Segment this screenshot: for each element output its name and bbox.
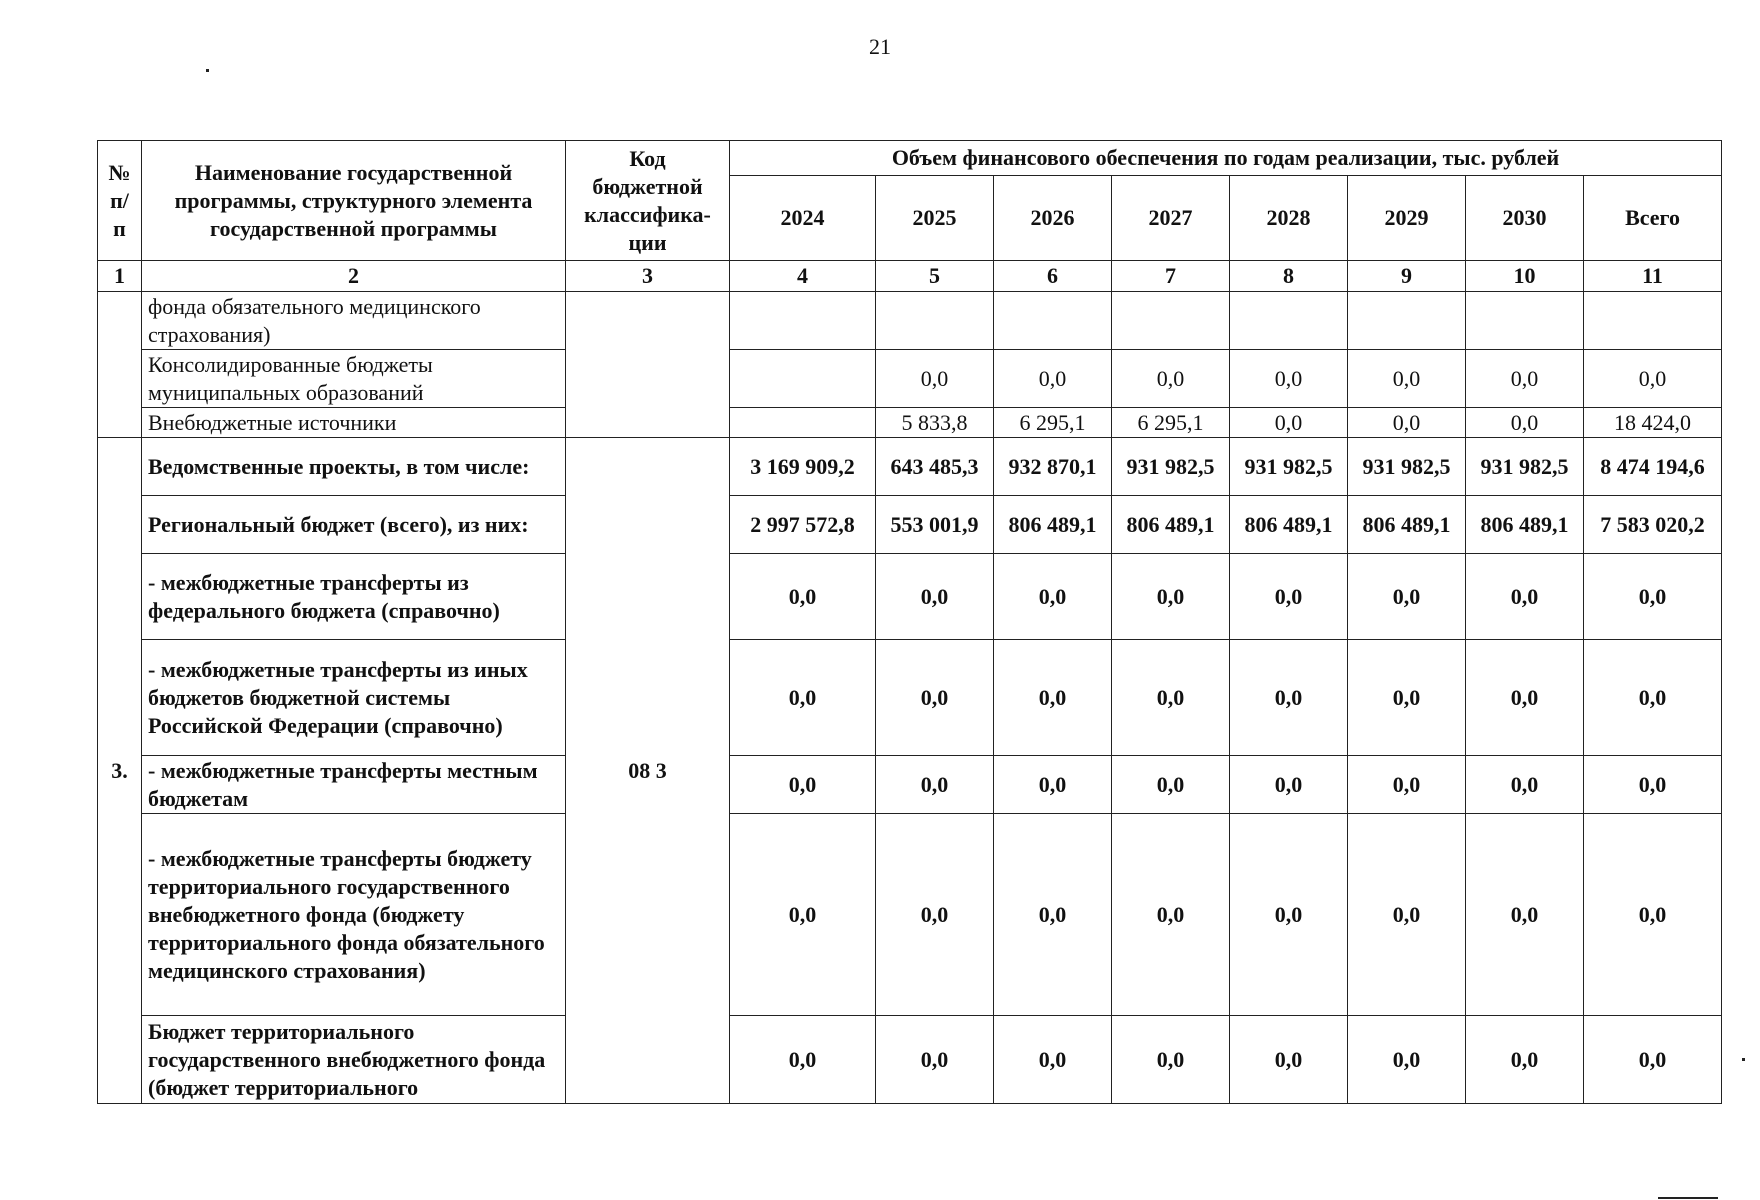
table-row xyxy=(98,496,1722,554)
value-cell: 0,0 xyxy=(1112,814,1230,1016)
value-cell: 0,0 xyxy=(1466,756,1584,814)
value-cell: 0,0 xyxy=(1230,640,1348,756)
column-number: 6 xyxy=(994,261,1112,292)
value-cell xyxy=(1584,292,1722,350)
value-cell: 0,0 xyxy=(1230,814,1348,1016)
value-cell: 806 489,1 xyxy=(1112,496,1230,554)
table-row xyxy=(98,438,1722,496)
value-cell: 0,0 xyxy=(1466,350,1584,408)
value-cell: 6 295,1 xyxy=(1112,408,1230,438)
financing-table xyxy=(97,140,1722,1104)
value-cell: 6 295,1 xyxy=(994,408,1112,438)
value-cell: 0,0 xyxy=(730,640,876,756)
value-cell: 0,0 xyxy=(730,1016,876,1104)
table-row xyxy=(98,554,1722,640)
header-year-2025: 2025 xyxy=(876,176,994,261)
value-cell: 0,0 xyxy=(1348,814,1466,1016)
budget-code: 08 3 xyxy=(566,438,730,1104)
value-cell: 0,0 xyxy=(876,554,994,640)
table-row xyxy=(98,408,1722,438)
table-row xyxy=(98,640,1722,756)
value-cell: 931 982,5 xyxy=(1112,438,1230,496)
value-cell: 806 489,1 xyxy=(1348,496,1466,554)
value-cell: 0,0 xyxy=(1466,814,1584,1016)
header-name: Наименование государственной программы, структурного элемента государственной программы xyxy=(142,141,566,261)
value-cell: 0,0 xyxy=(876,814,994,1016)
value-cell: 8 474 194,6 xyxy=(1584,438,1722,496)
value-cell: 0,0 xyxy=(1584,814,1722,1016)
value-cell: 0,0 xyxy=(994,350,1112,408)
value-cell: 7 583 020,2 xyxy=(1584,496,1722,554)
value-cell xyxy=(1112,292,1230,350)
column-number: 2 xyxy=(142,261,566,292)
value-cell: 0,0 xyxy=(994,814,1112,1016)
value-cell xyxy=(876,292,994,350)
value-cell: 0,0 xyxy=(1584,1016,1722,1104)
value-cell xyxy=(994,292,1112,350)
page-number: 21 xyxy=(869,34,891,59)
row-name: фонда обязательного медицинского страхования) xyxy=(142,292,566,350)
row-name: - межбюджетные трансферты из иных бюджетов бюджетной системы Российской Федерации (справочно) xyxy=(142,640,566,756)
value-cell: 0,0 xyxy=(1112,756,1230,814)
scan-speck xyxy=(206,69,209,72)
header-year-2030: 2030 xyxy=(1466,176,1584,261)
value-cell: 0,0 xyxy=(1584,554,1722,640)
value-cell xyxy=(1466,292,1584,350)
value-cell: 806 489,1 xyxy=(1466,496,1584,554)
value-cell: 0,0 xyxy=(994,1016,1112,1104)
row-num-empty xyxy=(98,292,142,438)
value-cell xyxy=(730,350,876,408)
column-number: 4 xyxy=(730,261,876,292)
value-cell xyxy=(730,408,876,438)
table-row xyxy=(98,1016,1722,1104)
value-cell: 0,0 xyxy=(876,1016,994,1104)
value-cell: 0,0 xyxy=(1230,554,1348,640)
value-cell: 0,0 xyxy=(1466,1016,1584,1104)
row-name: Ведомственные проекты, в том числе: xyxy=(142,438,566,496)
table-row xyxy=(98,814,1722,1016)
value-cell: 0,0 xyxy=(1348,408,1466,438)
column-number: 7 xyxy=(1112,261,1230,292)
header-year-2028: 2028 xyxy=(1230,176,1348,261)
scan-speck xyxy=(1658,1197,1718,1199)
value-cell: 0,0 xyxy=(730,756,876,814)
header-num: № п/п xyxy=(98,141,142,261)
header-year-2029: 2029 xyxy=(1348,176,1466,261)
header-total: Всего xyxy=(1584,176,1722,261)
table-row xyxy=(98,350,1722,408)
value-cell: 0,0 xyxy=(1466,640,1584,756)
header-year-2024: 2024 xyxy=(730,176,876,261)
row-name: - межбюджетные трансферты из федерального бюджета (справочно) xyxy=(142,554,566,640)
value-cell: 553 001,9 xyxy=(876,496,994,554)
column-number: 9 xyxy=(1348,261,1466,292)
column-number: 11 xyxy=(1584,261,1722,292)
value-cell: 18 424,0 xyxy=(1584,408,1722,438)
value-cell: 643 485,3 xyxy=(876,438,994,496)
value-cell xyxy=(1348,292,1466,350)
value-cell: 0,0 xyxy=(1348,756,1466,814)
column-number: 8 xyxy=(1230,261,1348,292)
value-cell: 3 169 909,2 xyxy=(730,438,876,496)
column-numbers-row xyxy=(98,261,1722,292)
value-cell: 0,0 xyxy=(1112,640,1230,756)
column-number: 1 xyxy=(98,261,142,292)
value-cell xyxy=(730,292,876,350)
value-cell: 0,0 xyxy=(994,756,1112,814)
table-row xyxy=(98,292,1722,350)
header-code: Код бюджетной классифика-ции xyxy=(566,141,730,261)
row-name: Консолидированные бюджеты муниципальных образований xyxy=(142,350,566,408)
column-number: 3 xyxy=(566,261,730,292)
value-cell: 0,0 xyxy=(1230,1016,1348,1104)
column-number: 5 xyxy=(876,261,994,292)
value-cell: 0,0 xyxy=(1230,408,1348,438)
value-cell: 806 489,1 xyxy=(994,496,1112,554)
value-cell: 0,0 xyxy=(1584,756,1722,814)
value-cell: 931 982,5 xyxy=(1230,438,1348,496)
row-name: - межбюджетные трансферты бюджету территориального государственного внебюджетного фонда (бюджету территориального фонда обязательного медицинского страхования) xyxy=(142,814,566,1016)
value-cell: 0,0 xyxy=(876,640,994,756)
value-cell: 0,0 xyxy=(730,554,876,640)
value-cell: 0,0 xyxy=(1112,1016,1230,1104)
header-volume: Объем финансового обеспечения по годам реализации, тыс. рублей xyxy=(730,141,1722,176)
header-year-2027: 2027 xyxy=(1112,176,1230,261)
value-cell: 0,0 xyxy=(994,554,1112,640)
value-cell: 0,0 xyxy=(1230,756,1348,814)
value-cell: 0,0 xyxy=(1112,554,1230,640)
value-cell: 0,0 xyxy=(1348,554,1466,640)
value-cell: 0,0 xyxy=(876,350,994,408)
value-cell: 0,0 xyxy=(1230,350,1348,408)
value-cell: 0,0 xyxy=(876,756,994,814)
value-cell: 0,0 xyxy=(1466,408,1584,438)
value-cell: 0,0 xyxy=(1348,640,1466,756)
row-code-empty xyxy=(566,292,730,438)
row-name: Внебюджетные источники xyxy=(142,408,566,438)
value-cell: 0,0 xyxy=(1584,350,1722,408)
table-row xyxy=(98,756,1722,814)
value-cell: 5 833,8 xyxy=(876,408,994,438)
value-cell: 0,0 xyxy=(1112,350,1230,408)
value-cell: 0,0 xyxy=(1584,640,1722,756)
value-cell: 0,0 xyxy=(994,640,1112,756)
value-cell: 0,0 xyxy=(1348,350,1466,408)
header-year-2026: 2026 xyxy=(994,176,1112,261)
row-name: - межбюджетные трансферты местным бюджетам xyxy=(142,756,566,814)
row-name: Региональный бюджет (всего), из них: xyxy=(142,496,566,554)
value-cell xyxy=(1230,292,1348,350)
value-cell: 2 997 572,8 xyxy=(730,496,876,554)
value-cell: 0,0 xyxy=(1466,554,1584,640)
value-cell: 932 870,1 xyxy=(994,438,1112,496)
value-cell: 931 982,5 xyxy=(1348,438,1466,496)
value-cell: 806 489,1 xyxy=(1230,496,1348,554)
value-cell: 0,0 xyxy=(730,814,876,1016)
scan-speck xyxy=(1742,1058,1745,1061)
value-cell: 0,0 xyxy=(1348,1016,1466,1104)
row-name: Бюджет территориального государственного внебюджетного фонда (бюджет территориального xyxy=(142,1016,566,1104)
column-number: 10 xyxy=(1466,261,1584,292)
row-num: 3. xyxy=(98,438,142,1104)
value-cell: 931 982,5 xyxy=(1466,438,1584,496)
